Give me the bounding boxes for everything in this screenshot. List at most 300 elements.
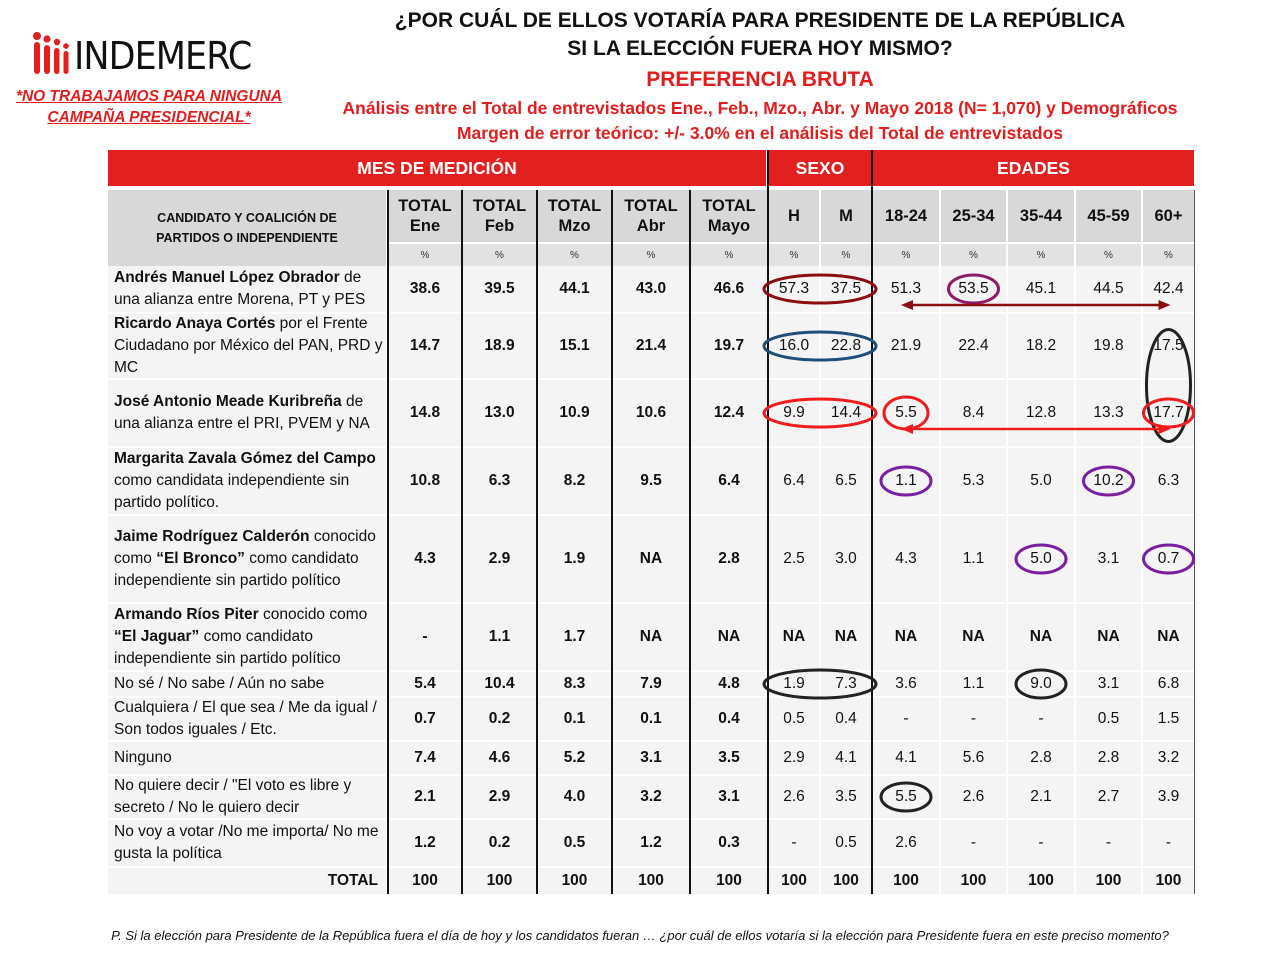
- group-header-months: [108, 150, 766, 186]
- cell-value: 0.5: [1097, 710, 1120, 727]
- cell-value: 2.6: [895, 834, 917, 851]
- table-cell: [941, 776, 1006, 818]
- cell-value: 14.4: [830, 404, 862, 421]
- table-cell: [691, 776, 767, 818]
- cell-value: 21.9: [890, 337, 922, 354]
- cell-value: 5.6: [962, 749, 985, 766]
- unit-percent: %: [901, 249, 911, 261]
- cell-value: 0.5: [783, 710, 805, 727]
- table-cell: [821, 672, 871, 696]
- cell-value: 0.2: [488, 710, 511, 727]
- cell-value: 10.4: [484, 675, 515, 692]
- cell-value: 45.1: [1025, 280, 1057, 297]
- cell-value: 10.8: [409, 472, 441, 489]
- cell-value: 14.7: [409, 337, 441, 354]
- table-cell: [463, 604, 536, 670]
- total-cell: [941, 868, 1006, 894]
- row-label-text: [114, 526, 386, 592]
- table-cell: [691, 448, 767, 514]
- table-cell: [941, 314, 1006, 378]
- table-cell: [821, 314, 871, 378]
- analysis-note: Análisis entre el Total de entrevistados Ene., Feb., Mzo., Abr. y Mayo 2018 (N= 1,070) y Demográficos: [342, 98, 1178, 118]
- cell-value: 12.4: [713, 404, 745, 421]
- logo-people-icon: [32, 30, 72, 76]
- cell-value: 12.8: [1025, 404, 1057, 421]
- table-cell: [463, 698, 536, 740]
- row-label-text: [114, 448, 386, 514]
- cell-value: 0.4: [835, 710, 857, 727]
- table-cell: [463, 776, 536, 818]
- cell-value: NA: [639, 628, 663, 645]
- table-cell: [769, 742, 819, 774]
- table-cell: [821, 820, 871, 866]
- page-title-line-1: ¿POR CUÁL DE ELLOS VOTARÍA PARA PRESIDENTE DE LA REPÚBLICA: [394, 9, 1126, 32]
- table-cell: [821, 698, 871, 740]
- cell-value: 2.9: [488, 788, 511, 805]
- table-cell: [389, 776, 461, 818]
- cell-value: 6.3: [488, 472, 511, 489]
- column-header-line1: TOTAL: [547, 197, 602, 215]
- table-cell: [873, 314, 939, 378]
- cell-value: 7.4: [414, 749, 436, 766]
- cell-value: 4.3: [895, 550, 917, 567]
- total-cell: [769, 868, 819, 894]
- candidate-description: por el Frente Ciudadano por México del PAN, PRD y MC: [114, 315, 383, 376]
- cell-value: 10.2: [1093, 472, 1124, 489]
- cell-value: NA: [1097, 628, 1120, 645]
- total-value: 100: [716, 872, 742, 889]
- column-header: [941, 190, 1006, 242]
- cell-value: 3.5: [718, 749, 740, 766]
- table-cell: [821, 516, 871, 602]
- column-divider: [767, 150, 769, 894]
- table-cell: [691, 672, 767, 696]
- table-cell: [873, 698, 939, 740]
- page-title-line-2: SI LA ELECCIÓN FUERA HOY MISMO?: [567, 37, 953, 60]
- cell-value: 1.1: [488, 628, 511, 645]
- row-label: [108, 820, 386, 866]
- table-cell: [613, 742, 689, 774]
- cell-value: NA: [894, 628, 918, 645]
- table-cell: [538, 698, 611, 740]
- column-header-line1: TOTAL: [398, 197, 452, 215]
- cell-value: 5.5: [895, 404, 917, 421]
- table-cell: [613, 448, 689, 514]
- table-cell: [613, 380, 689, 446]
- unit-percent: %: [646, 249, 656, 261]
- cell-value: 2.6: [962, 788, 985, 805]
- table-cell: [463, 516, 536, 602]
- candidate-nickname: “El Jaguar”: [114, 628, 200, 645]
- table-cell: [1008, 314, 1074, 378]
- cell-value: 6.5: [835, 472, 857, 489]
- cell-value: 1.1: [962, 550, 985, 567]
- cell-value: 0.3: [718, 834, 740, 851]
- table-cell: [691, 266, 767, 312]
- disclaimer-line-2: CAMPAÑA PRESIDENCIAL*: [47, 109, 251, 126]
- cell-value: 2.8: [718, 550, 740, 567]
- table-cell: [1143, 672, 1194, 696]
- cell-value: 1.1: [962, 675, 985, 692]
- table-cell: [1076, 448, 1141, 514]
- cell-value: 44.1: [559, 280, 590, 297]
- cell-value: 2.1: [414, 788, 436, 805]
- column-divider: [871, 150, 873, 894]
- cell-value: 4.1: [835, 749, 857, 766]
- table-cell: [1076, 698, 1141, 740]
- total-label: TOTAL: [327, 872, 378, 889]
- cell-value: 0.7: [1157, 550, 1180, 567]
- row-label-text: [114, 747, 172, 769]
- unit-percent: %: [969, 249, 978, 261]
- cell-value: 7.9: [640, 675, 662, 692]
- table-cell: [1076, 820, 1141, 866]
- table-cell: [1008, 672, 1074, 696]
- cell-value: 16.0: [778, 337, 810, 354]
- table-cell: [463, 266, 536, 312]
- cell-value: 5.5: [895, 788, 917, 805]
- cell-value: NA: [1157, 628, 1180, 645]
- unit-percent: %: [724, 249, 734, 261]
- total-value: 100: [960, 872, 987, 889]
- table-cell: [1143, 266, 1194, 312]
- row-label-text: [114, 391, 386, 435]
- table-cell: [769, 698, 819, 740]
- candidate-name: Andrés Manuel López Obrador: [114, 269, 340, 286]
- cell-value: 3.1: [718, 788, 740, 805]
- cell-value: NA: [834, 628, 858, 645]
- column-header-line2: Mayo: [707, 217, 751, 235]
- candidate-name: José Antonio Meade Kuribreña: [114, 393, 342, 410]
- cell-value: 6.8: [1157, 675, 1180, 692]
- table-cell: [873, 604, 939, 670]
- cell-value: 5.2: [563, 749, 586, 766]
- table-cell: [821, 266, 871, 312]
- cell-value: 38.6: [409, 280, 441, 297]
- cell-value: 0.1: [563, 710, 586, 727]
- column-header: [1008, 190, 1074, 242]
- table-cell: [769, 516, 819, 602]
- table-cell: [389, 516, 461, 602]
- column-unit-label: [769, 244, 819, 266]
- candidate-description: No quiere decir / "El voto es libre y secreto / No le quiero decir: [114, 777, 352, 816]
- candidate-description: conocido como: [114, 528, 376, 567]
- cell-value: -: [791, 834, 797, 851]
- logo-text: INDEMERC: [74, 34, 252, 78]
- column-header-line2: Mzo: [558, 217, 591, 235]
- table-cell: [769, 314, 819, 378]
- table-cell: [538, 380, 611, 446]
- table-cell: [389, 448, 461, 514]
- cell-value: 4.1: [895, 749, 917, 766]
- table-cell: [389, 672, 461, 696]
- table-cell: [1143, 742, 1194, 774]
- total-value: 100: [1028, 872, 1054, 889]
- row-label-text: [114, 697, 386, 741]
- cell-value: 51.3: [890, 280, 922, 297]
- cell-value: 8.4: [962, 404, 985, 421]
- cell-value: 10.6: [635, 404, 667, 421]
- total-cell: [691, 868, 767, 894]
- table-cell: [463, 380, 536, 446]
- table-cell: [1143, 776, 1194, 818]
- column-unit-label: [538, 244, 611, 266]
- table-cell: [613, 698, 689, 740]
- cell-value: 5.4: [414, 675, 436, 692]
- cell-value: 19.7: [713, 337, 745, 354]
- table-cell: [538, 314, 611, 378]
- table-cell: [538, 672, 611, 696]
- table-cell: [1076, 266, 1141, 312]
- candidate-name: Armando Ríos Piter: [114, 606, 259, 623]
- table-cell: [613, 604, 689, 670]
- cell-value: 5.3: [962, 472, 985, 489]
- cell-value: 0.5: [835, 834, 857, 851]
- cell-value: 17.7: [1153, 404, 1184, 421]
- table-cell: [1076, 604, 1141, 670]
- table-cell: [1008, 742, 1074, 774]
- cell-value: 3.6: [895, 675, 917, 692]
- table-cell: [769, 266, 819, 312]
- total-cell: [821, 868, 871, 894]
- column-unit-label: [389, 244, 461, 266]
- table-cell: [1008, 776, 1074, 818]
- candidate-description: No voy a votar /No me importa/ No me gusta la política: [114, 823, 379, 862]
- table-cell: [769, 776, 819, 818]
- candidate-description-cont: como candidato independiente sin partido político: [114, 628, 341, 667]
- cell-value: 13.3: [1093, 404, 1124, 421]
- cell-value: 18.2: [1025, 337, 1057, 354]
- table-cell: [941, 672, 1006, 696]
- row-label-text: [114, 313, 386, 379]
- cell-value: 7.3: [835, 675, 857, 692]
- table-cell: [769, 672, 819, 696]
- table-cell: [941, 742, 1006, 774]
- group-header-sex-label: SEXO: [795, 157, 845, 178]
- column-header-line1: 18-24: [884, 207, 928, 225]
- candidate-description: de una alianza entre el PRI, PVEM y NA: [114, 393, 370, 432]
- table-cell: [769, 604, 819, 670]
- cell-value: 8.2: [563, 472, 586, 489]
- table-cell: [873, 266, 939, 312]
- group-header-sex: [769, 150, 871, 186]
- cell-value: 3.0: [835, 550, 857, 567]
- candidate-description: como candidata independiente sin partido político.: [114, 472, 350, 511]
- question-footnote: [0, 928, 1280, 943]
- column-header: [538, 190, 611, 242]
- total-cell: [613, 868, 689, 894]
- unit-percent: %: [789, 249, 799, 261]
- table-cell: [1076, 314, 1141, 378]
- column-header-line2: Ene: [409, 217, 441, 235]
- cell-value: 1.1: [895, 472, 917, 489]
- cell-value: 18.9: [484, 337, 515, 354]
- cell-value: -: [1038, 710, 1044, 727]
- cell-value: 5.0: [1030, 472, 1052, 489]
- total-value: 100: [781, 872, 807, 889]
- cell-value: 2.6: [783, 788, 805, 805]
- cell-value: 0.2: [488, 834, 511, 851]
- column-unit-label: [1008, 244, 1074, 266]
- cell-value: 2.8: [1097, 749, 1120, 766]
- candidate-name: Margarita Zavala Gómez del Campo: [114, 450, 376, 467]
- candidate-name: Ricardo Anaya Cortés: [114, 315, 276, 332]
- total-cell: [1143, 868, 1194, 894]
- table-cell: [1008, 604, 1074, 670]
- table-cell: [691, 604, 767, 670]
- cell-value: 17.5: [1153, 337, 1184, 354]
- cell-value: 15.1: [559, 337, 590, 354]
- table-cell: [538, 448, 611, 514]
- label-column-header: [108, 190, 386, 266]
- cell-value: 10.9: [559, 404, 590, 421]
- table-cell: [1008, 448, 1074, 514]
- candidate-description-cont: como candidato independiente sin partido político: [114, 550, 359, 589]
- table-cell: [538, 820, 611, 866]
- cell-value: 2.8: [1030, 749, 1052, 766]
- total-cell: [1008, 868, 1074, 894]
- column-unit-label: [691, 244, 767, 266]
- table-cell: [538, 516, 611, 602]
- total-cell: [538, 868, 611, 894]
- cell-value: 21.4: [635, 337, 667, 354]
- cell-value: 1.5: [1157, 710, 1180, 727]
- table-cell: [691, 698, 767, 740]
- cell-value: 14.8: [409, 404, 441, 421]
- row-label: [108, 516, 386, 602]
- cell-value: 2.9: [783, 749, 805, 766]
- cell-value: 57.3: [778, 280, 810, 297]
- row-label: [108, 604, 386, 670]
- table-cell: [1008, 820, 1074, 866]
- column-header-line1: TOTAL: [624, 197, 678, 215]
- total-value: 100: [1095, 872, 1122, 889]
- candidate-nickname: “El Bronco”: [156, 550, 245, 567]
- unit-percent: %: [1104, 249, 1113, 261]
- table-cell: [1008, 266, 1074, 312]
- column-header-line1: M: [839, 207, 853, 225]
- cell-value: 39.5: [484, 280, 515, 297]
- table-cell: [941, 604, 1006, 670]
- cell-value: 6.4: [718, 472, 740, 489]
- cell-value: -: [1038, 834, 1044, 851]
- total-cell: [463, 868, 536, 894]
- row-label: [108, 742, 386, 774]
- unit-percent: %: [1036, 249, 1046, 261]
- table-cell: [1076, 380, 1141, 446]
- table-cell: [873, 742, 939, 774]
- table-cell: [691, 820, 767, 866]
- cell-value: 2.5: [783, 550, 805, 567]
- cell-value: -: [970, 710, 977, 727]
- table-cell: [613, 820, 689, 866]
- cell-value: 22.8: [830, 337, 862, 354]
- table-cell: [873, 820, 939, 866]
- column-header: [613, 190, 689, 242]
- table-cell: [1076, 672, 1141, 696]
- cell-value: 2.9: [488, 550, 511, 567]
- column-unit-label: [463, 244, 536, 266]
- column-unit-label: [613, 244, 689, 266]
- cell-value: 9.0: [1030, 675, 1052, 692]
- table-cell: [538, 742, 611, 774]
- table-cell: [1008, 380, 1074, 446]
- table-cell: [1008, 516, 1074, 602]
- cell-value: 0.7: [414, 710, 436, 727]
- column-unit-label: [873, 244, 939, 266]
- total-row-label: [108, 868, 386, 894]
- table-cell: [463, 742, 536, 774]
- margin-of-error-note: Margen de error teórico: +/- 3.0% en el análisis del Total de entrevistados: [456, 123, 1064, 143]
- table-cell: [941, 448, 1006, 514]
- footnote-text: Si la elección para Presidente de la República fuera el día de hoy y los candidatos fueran … ¿por cuál de ellos votaría si la elección para Presidente fuera en este preciso momento?: [121, 928, 1169, 943]
- cell-value: 9.9: [783, 404, 805, 421]
- table-cell: [873, 672, 939, 696]
- cell-value: 1.2: [640, 834, 662, 851]
- table-cell: [821, 776, 871, 818]
- table-cell: [1143, 698, 1194, 740]
- table-cell: [463, 448, 536, 514]
- table-cell: [613, 672, 689, 696]
- table-cell: [873, 448, 939, 514]
- column-header-line1: 35-44: [1019, 207, 1063, 225]
- total-value: 100: [1155, 872, 1182, 889]
- candidate-description: No sé / No sabe / Aún no sabe: [114, 675, 325, 692]
- cell-value: 4.3: [414, 550, 436, 567]
- cell-value: -: [1105, 834, 1112, 851]
- cell-value: 44.5: [1093, 280, 1124, 297]
- total-value: 100: [833, 872, 859, 889]
- total-cell: [873, 868, 939, 894]
- table-cell: [691, 742, 767, 774]
- column-header: [769, 190, 819, 242]
- row-label: [108, 448, 386, 514]
- cell-value: 1.7: [563, 628, 586, 645]
- group-header-ages-label: EDADES: [997, 157, 1070, 178]
- disclaimer: [6, 86, 292, 128]
- total-value: 100: [893, 872, 919, 889]
- cell-value: 42.4: [1153, 280, 1184, 297]
- table-cell: [613, 776, 689, 818]
- table-cell: [1143, 516, 1194, 602]
- total-cell: [389, 868, 461, 894]
- table-cell: [538, 776, 611, 818]
- column-header-line1: H: [788, 207, 800, 225]
- column-header-line2: Abr: [636, 217, 666, 235]
- column-unit-label: [941, 244, 1006, 266]
- table-cell: [613, 314, 689, 378]
- unit-percent: %: [495, 249, 504, 261]
- table-cell: [941, 516, 1006, 602]
- candidate-name: Jaime Rodríguez Calderón: [114, 528, 310, 545]
- table-cell: [873, 516, 939, 602]
- table-cell: [1143, 380, 1194, 446]
- row-label-text: [114, 267, 386, 311]
- table-cell: [1076, 516, 1141, 602]
- unit-percent: %: [570, 249, 579, 261]
- table-cell: [769, 448, 819, 514]
- table-cell: [873, 380, 939, 446]
- column-header-line1: 45-59: [1087, 207, 1130, 225]
- table-cell: [1143, 314, 1194, 378]
- table-cell: [613, 266, 689, 312]
- cell-value: -: [903, 710, 909, 727]
- cell-value: 6.3: [1157, 472, 1180, 489]
- cell-value: 1.9: [783, 675, 805, 692]
- column-header: [873, 190, 939, 242]
- table-cell: [1008, 698, 1074, 740]
- cell-value: 3.2: [1157, 749, 1180, 766]
